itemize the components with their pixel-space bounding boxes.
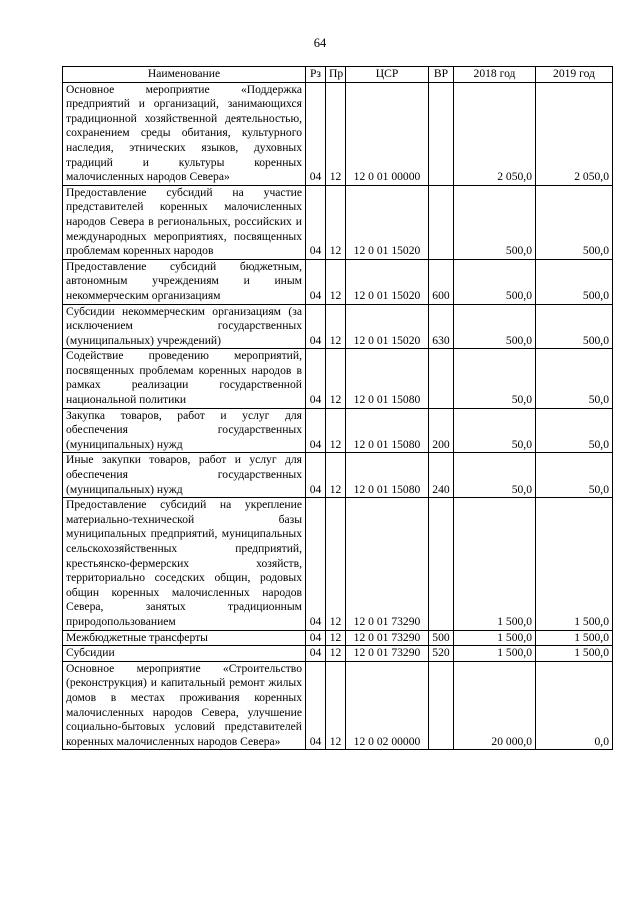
cell-pr: 12	[326, 304, 346, 349]
cell-csr: 12 0 01 73290	[346, 646, 429, 662]
cell-rz: 04	[306, 82, 326, 185]
cell-rz: 04	[306, 646, 326, 662]
header-2019: 2019 год	[536, 67, 613, 83]
cell-name: Иные закупки товаров, работ и услуг для обеспечения государственных (муниципальных) нужд	[63, 453, 306, 498]
cell-pr: 12	[326, 82, 346, 185]
table-row	[63, 185, 613, 259]
cell-name: Основное мероприятие «Строительство (реконструкция) и капитальный ремонт жилых домов в местах проживания коренных малочисленных народов Севера, улучшение социально-бытовых условий представителей коренных малочисленных народов Севера»	[63, 661, 306, 750]
cell-2018: 1 500,0	[454, 630, 536, 646]
table-row	[63, 408, 613, 453]
cell-rz: 04	[306, 408, 326, 453]
cell-2018: 50,0	[454, 349, 536, 408]
header-csr: ЦСР	[346, 67, 429, 83]
cell-csr: 12 0 01 15080	[346, 408, 429, 453]
header-pr: Пр	[326, 67, 346, 83]
table-row	[63, 304, 613, 349]
cell-name: Межбюджетные трансферты	[63, 630, 306, 646]
cell-vr	[429, 185, 454, 259]
cell-vr	[429, 661, 454, 750]
table-row	[63, 661, 613, 750]
cell-2019: 2 050,0	[536, 82, 613, 185]
cell-csr: 12 0 01 15020	[346, 304, 429, 349]
cell-csr: 12 0 01 15080	[346, 453, 429, 498]
cell-name: Предоставление субсидий на участие представителей коренных малочисленных народов Севера в региональных, российских и международных мероприятиях, посвященных проблемам коренных народов	[63, 185, 306, 259]
cell-vr	[429, 82, 454, 185]
cell-rz: 04	[306, 259, 326, 304]
cell-vr: 200	[429, 408, 454, 453]
cell-2019: 500,0	[536, 304, 613, 349]
table-row	[63, 349, 613, 408]
cell-pr: 12	[326, 646, 346, 662]
header-rz: Рз	[306, 67, 326, 83]
cell-2018: 500,0	[454, 304, 536, 349]
cell-2019: 500,0	[536, 185, 613, 259]
cell-2019: 0,0	[536, 661, 613, 750]
cell-2018: 50,0	[454, 453, 536, 498]
cell-csr: 12 0 01 15020	[346, 259, 429, 304]
page-number: 64	[313, 36, 327, 50]
cell-vr: 520	[429, 646, 454, 662]
cell-2019: 1 500,0	[536, 498, 613, 630]
cell-name: Закупка товаров, работ и услуг для обеспечения государственных (муниципальных) нужд	[63, 408, 306, 453]
table-row	[63, 259, 613, 304]
cell-2018: 1 500,0	[454, 646, 536, 662]
cell-csr: 12 0 01 15020	[346, 185, 429, 259]
cell-rz: 04	[306, 498, 326, 630]
table-row	[63, 82, 613, 185]
cell-pr: 12	[326, 259, 346, 304]
cell-name: Предоставление субсидий на укрепление материально-технической базы муниципальных предприятий, муниципальных сельскохозяйственных предприятий, крестьянско-фермерских хозяйств, территориально соседских общин, родовых общин коренных малочисленных народов Севера, занятых традиционным природопользованием	[63, 498, 306, 630]
cell-2019: 1 500,0	[536, 646, 613, 662]
table-row	[63, 646, 613, 662]
cell-pr: 12	[326, 185, 346, 259]
budget-table	[62, 66, 613, 750]
cell-2019: 50,0	[536, 453, 613, 498]
cell-2019: 50,0	[536, 349, 613, 408]
cell-pr: 12	[326, 349, 346, 408]
table-row	[63, 498, 613, 630]
table-row	[63, 453, 613, 498]
cell-rz: 04	[306, 630, 326, 646]
cell-name: Основное мероприятие «Поддержка предприятий и организаций, занимающихся традиционной хозяйственной деятельностью, сохранением среды обитания, культурного наследия, этнических языков, духовных традиций и культуры коренных малочисленных народов Севера»	[63, 82, 306, 185]
cell-2018: 20 000,0	[454, 661, 536, 750]
cell-2018: 1 500,0	[454, 498, 536, 630]
cell-name: Содействие проведению мероприятий, посвященных проблемам коренных народов в рамках реализации государственной национальной политики	[63, 349, 306, 408]
cell-rz: 04	[306, 349, 326, 408]
cell-csr: 12 0 01 73290	[346, 498, 429, 630]
cell-name: Субсидии	[63, 646, 306, 662]
cell-pr: 12	[326, 498, 346, 630]
cell-pr: 12	[326, 408, 346, 453]
cell-rz: 04	[306, 661, 326, 750]
cell-2019: 500,0	[536, 259, 613, 304]
cell-vr: 240	[429, 453, 454, 498]
header-2018: 2018 год	[454, 67, 536, 83]
cell-csr: 12 0 01 00000	[346, 82, 429, 185]
cell-csr: 12 0 01 73290	[346, 630, 429, 646]
cell-vr	[429, 349, 454, 408]
cell-2018: 50,0	[454, 408, 536, 453]
cell-rz: 04	[306, 304, 326, 349]
cell-vr: 600	[429, 259, 454, 304]
table-header-row	[63, 67, 613, 83]
cell-name: Предоставление субсидий бюджетным, автономным учреждениям и иным некоммерческим организациям	[63, 259, 306, 304]
cell-2019: 1 500,0	[536, 630, 613, 646]
cell-2019: 50,0	[536, 408, 613, 453]
cell-2018: 500,0	[454, 185, 536, 259]
cell-rz: 04	[306, 185, 326, 259]
header-name: Наименование	[63, 67, 306, 83]
cell-vr: 500	[429, 630, 454, 646]
cell-vr	[429, 498, 454, 630]
cell-rz: 04	[306, 453, 326, 498]
cell-2018: 2 050,0	[454, 82, 536, 185]
cell-csr: 12 0 02 00000	[346, 661, 429, 750]
cell-pr: 12	[326, 630, 346, 646]
table-body	[63, 82, 613, 750]
cell-vr: 630	[429, 304, 454, 349]
cell-name: Субсидии некоммерческим организациям (за исключением государственных (муниципальных) учреждений)	[63, 304, 306, 349]
table-row	[63, 630, 613, 646]
cell-2018: 500,0	[454, 259, 536, 304]
cell-pr: 12	[326, 661, 346, 750]
cell-pr: 12	[326, 453, 346, 498]
cell-csr: 12 0 01 15080	[346, 349, 429, 408]
header-vr: ВР	[429, 67, 454, 83]
